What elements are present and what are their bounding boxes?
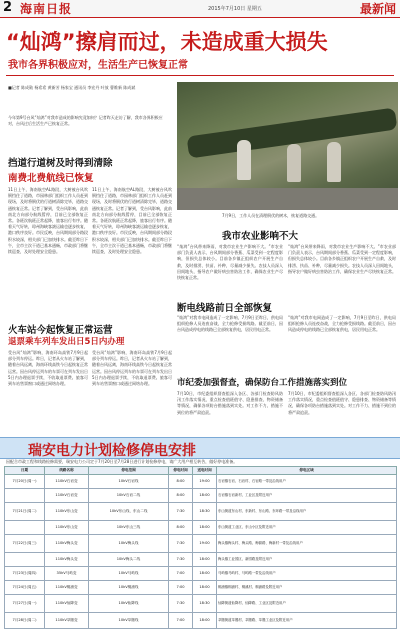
- area-cell: 东山街道工业区、东山小区及附近用户: [217, 521, 397, 535]
- line-cell: 110kV莘塍变: [45, 613, 89, 629]
- article-body: 11日上午，海南航空AL路段，大树被台风吹倒挡住了道路，市园林部门组织工作人员赶到现场，及时将倒伏的行道树清除完毕，道路交通恢复正常。记者了解到，受台风影响，此前南北方向部分航线暂停，目前已全部恢复正常。各班次航班正常起降，旅客出行有序。随着天气好转，琼州海峡客滚运输也逐步恢复，港口秩序良好。市民反映，台风期间部分路段积水较深，相关部门已加快排水。截至昨日下午，全市主次干道已基本通畅，市政部门将继续巡查，及时处理安全隐患。: [8, 187, 88, 255]
- range-cell: 10kV莘塍线: [89, 613, 169, 629]
- line-cell: 110kV桐浦变: [45, 581, 89, 595]
- start-cell: 7:00: [169, 613, 193, 629]
- end-cell: 18:00: [193, 613, 217, 629]
- line-cell: 110kV东山变: [45, 503, 89, 521]
- article-subtitle: 南费北费航线已恢复: [8, 173, 94, 184]
- date-cell: 7月24日(周五): [5, 581, 45, 595]
- article-body: 受台风“灿鸿”影响，海南环岛高铁7月9日起部分列车停运。昨日，记者从火车站了解到，随着台风远离，海南环线高铁今日起恢复正常运营。因台风停运列车的车票可在列车发出日5日内办理退票手续，不收取退票费。旅客可到车站售票窗口或通过网络办理。: [8, 350, 88, 387]
- end-cell: 19:00: [193, 535, 217, 553]
- date-cell: 7月20日(周一): [5, 475, 45, 489]
- table-row: [5, 521, 397, 535]
- end-cell: 18:00: [193, 567, 217, 581]
- area-cell: 马屿镇马屿村、马屿路一带及沿线用户: [217, 567, 397, 581]
- area-cell: 石岩镇石岩新村、工业区及附近用户: [217, 489, 397, 503]
- article-title: 火车站今起恢复正常运营: [8, 325, 113, 336]
- start-cell: 7:00: [169, 567, 193, 581]
- article-body: 11日上午，海南航空AL路段，大树被台风吹倒挡住了道路，市园林部门组织工作人员赶到现场，及时将倒伏的行道树清除完毕，道路交通恢复正常。记者了解到，受台风影响，此前南北方向部分航线暂停，目前已全部恢复正常。各班次航班正常起降，旅客出行有序。随着天气好转，琼州海峡客滚运输也逐步恢复，港口秩序良好。市民反映，台风期间部分路段积水较深，相关部门已加快排水。截至昨日下午，全市主次干道已基本通畅，市政部门将继续巡查，及时处理安全隐患。: [92, 187, 172, 255]
- range-cell: 10kV东山线、东山二线: [89, 503, 169, 521]
- table-row: [5, 553, 397, 567]
- range-cell: 10kV东山三线: [89, 521, 169, 535]
- range-cell: 10kV马屿线: [89, 567, 169, 581]
- range-cell: 10kV桐浦线: [89, 581, 169, 595]
- date-cell: [5, 521, 45, 535]
- end-cell: 18:00: [193, 521, 217, 535]
- line-cell: 110kV仙降变: [45, 595, 89, 613]
- table-row: [5, 595, 397, 613]
- article-body: 7月10日，市纪委组织督查组深入各区、各部门检查防风防汛工作落实情况，重点检查值班值守、隐患排查、物资储备等情况，确保各项防台措施落到实处。对工作不力、措施不到位的将严肃追责。: [177, 391, 283, 415]
- area-cell: 梅头镇工业园区、新园路及附近用户: [217, 553, 397, 567]
- column-header: 送电时间: [193, 467, 217, 475]
- range-cell: 10kV石岩线: [89, 475, 169, 489]
- schedule-banner: [0, 437, 400, 459]
- end-cell: 18:30: [193, 595, 217, 613]
- article-subtitle: 退票乘车列车发出日5日内办理: [8, 337, 125, 347]
- area-cell: 梅头镇梅头村、梅头路、梅源路、梅新村一带及沿线用户: [217, 535, 397, 553]
- column-header: 日期: [5, 467, 45, 475]
- article-body: “灿鸿”台风带来降雨，对我市农业生产影响不大。”市农业部门负责人表示，台风期间部分香蕉、瓜菜受到一定程度影响，但损失总体较小。目前各乡镇正组织农户开展生产自救，及时排涝、扶苗、补种，尽量减少损失。农技人员深入田间地头，指导农户做好病虫害防治工作，确保农业生产尽快恢复正常。: [288, 244, 396, 274]
- article-body: “灿鸿”对我市电网造成了一定影响，7月9日至昨日，供电局组织抢修人员连夜奋战，全力抢修受损线路。截至前日，因台风造成停电的线路已全部恢复供电，居民用电正常。: [288, 315, 396, 333]
- start-cell: 8:00: [169, 521, 193, 535]
- start-cell: 8:00: [169, 475, 193, 489]
- end-cell: 18:00: [193, 581, 217, 595]
- range-cell: 10kV梅头线: [89, 535, 169, 553]
- divider: [6, 75, 394, 76]
- article-body: “灿鸿”台风带来降雨，对我市农业生产影响不大。”市农业部门负责人表示，台风期间部分香蕉、瓜菜受到一定程度影响，但损失总体较小。目前各乡镇正组织农户开展生产自救，及时排涝、扶苗、补种，尽量减少损失。农技人员深入田间地头，指导农户做好病虫害防治工作，确保农业生产尽快恢复正常。: [177, 244, 283, 281]
- section-title: 最新闻: [359, 2, 396, 16]
- table-header-row: [5, 467, 397, 475]
- date-cell: 7月22日(周三): [5, 535, 45, 553]
- schedule-table: [4, 466, 397, 629]
- schedule-note: 因配合市政工程和线路检修需要，瑞安电力公司定于7月20日至7月28日进行计划检修停电，请广大用户相互转告，做好停电准备。: [6, 459, 238, 464]
- line-cell: 35kV马屿变: [45, 567, 89, 581]
- date-cell: [5, 489, 45, 503]
- column-header: 停电范围: [89, 467, 169, 475]
- column-header: 停电区域: [217, 467, 397, 475]
- date-cell: [5, 553, 45, 567]
- date-cell: 7月21日(周二): [5, 503, 45, 521]
- table-row: [5, 581, 397, 595]
- paper-name: 海南日报: [20, 2, 73, 16]
- masthead: [0, 0, 400, 18]
- schedule-title: 瑞安电力计划检修停电安排: [28, 443, 196, 459]
- line-cell: 110kV东山变: [45, 521, 89, 535]
- table-row: [5, 475, 397, 489]
- article-body: 受台风“灿鸿”影响，海南环岛高铁7月9日起部分列车停运。昨日，记者从火车站了解到，随着台风远离，海南环线高铁今日起恢复正常运营。因台风停运列车的车票可在列车发出日5日内办理退票手续，不收取退票费。旅客可到车站售票窗口或通过网络办理。: [92, 350, 172, 387]
- worker: [327, 142, 341, 182]
- table-row: [5, 613, 397, 629]
- worker: [287, 144, 301, 182]
- end-cell: 18:00: [193, 553, 217, 567]
- area-cell: 莘塍街道莘塍村、莘塍路、莘塍工业区及附近用户: [217, 613, 397, 629]
- issue-date: 2015年7月10日 星期五: [208, 6, 262, 12]
- article-title: 市纪委加强督查，确保防台工作措施落实到位: [177, 378, 348, 388]
- main-headline: “灿鸿”擦肩而过，未造成重大损失: [6, 30, 328, 54]
- area-cell: 仙降街道仙降村、仙降路、工业区及附近用户: [217, 595, 397, 613]
- column-header: 停电时间: [169, 467, 193, 475]
- byline: ■记者 陈成勋 杨希希 黄新芳 杨家宝 通讯员 李宏丹 叶放 曹维新 陈成斌: [8, 85, 136, 90]
- date-cell: 7月23日(周四): [5, 567, 45, 581]
- range-cell: 10kV仙降线: [89, 595, 169, 613]
- area-cell: 东山街道东山村、东新村、东山路、东环路一带及沿线用户: [217, 503, 397, 521]
- page-number: 2: [3, 0, 13, 15]
- start-cell: 7:30: [169, 553, 193, 567]
- range-cell: 10kV石岩二线: [89, 489, 169, 503]
- article-title: 我市农业影响不大: [222, 231, 299, 242]
- article-title: 断电线路前日全部恢复: [177, 303, 273, 314]
- end-cell: 19:00: [193, 475, 217, 489]
- table-row: [5, 503, 397, 521]
- start-cell: 7:00: [169, 581, 193, 595]
- column-header: 线路名称: [45, 467, 89, 475]
- line-cell: 110kV石岩变: [45, 489, 89, 503]
- intro-paragraph: 今年第9号台风“灿鸿”对我市造成的影响究竟如何？记者昨天走访了解，我市各界积极应对，台风过后生活生产已恢复正常。: [8, 115, 163, 126]
- worker: [237, 140, 251, 180]
- date-cell: 7月28日(周二): [5, 613, 45, 629]
- start-cell: 8:00: [169, 489, 193, 503]
- table-row: [5, 535, 397, 553]
- photo-caption: 7月9日，工作人员在清理倒伏的树木，恢复道路交通。: [222, 213, 320, 218]
- end-cell: 18:30: [193, 503, 217, 521]
- area-cell: 石岩镇石岩、石岩村、石岩路一带及沿线用户: [217, 475, 397, 489]
- table-row: [5, 489, 397, 503]
- table-row: [5, 567, 397, 581]
- article-body: “灿鸿”对我市电网造成了一定影响，7月9日至昨日，供电局组织抢修人员连夜奋战，全力抢修受损线路。截至前日，因台风造成停电的线路已全部恢复供电，居民用电正常。: [177, 315, 283, 333]
- date-cell: 7月27日(周一): [5, 595, 45, 613]
- line-cell: 110kV石岩变: [45, 475, 89, 489]
- start-cell: 7:30: [169, 595, 193, 613]
- sub-headline: 我市各界积极应对，生活生产已恢复正常: [8, 60, 188, 71]
- range-cell: 10kV梅头二线: [89, 553, 169, 567]
- line-cell: 110kV梅头变: [45, 535, 89, 553]
- line-cell: 110kV梅头变: [45, 553, 89, 567]
- article-title: 挡道行道树及时得到清除: [8, 158, 113, 169]
- end-cell: 18:00: [193, 489, 217, 503]
- start-cell: 7:30: [169, 503, 193, 521]
- news-photo: [177, 82, 398, 210]
- article-body: 7月10日，市纪委组织督查组深入各区、各部门检查防风防汛工作落实情况，重点检查值班值守、隐患排查、物资储备等情况，确保各项防台措施落到实处。对工作不力、措施不到位的将严肃追责。: [288, 391, 396, 415]
- area-cell: 桐浦镇桐浦村、桐溪村、桐浦路及附近用户: [217, 581, 397, 595]
- road: [177, 188, 398, 210]
- start-cell: 7:30: [169, 535, 193, 553]
